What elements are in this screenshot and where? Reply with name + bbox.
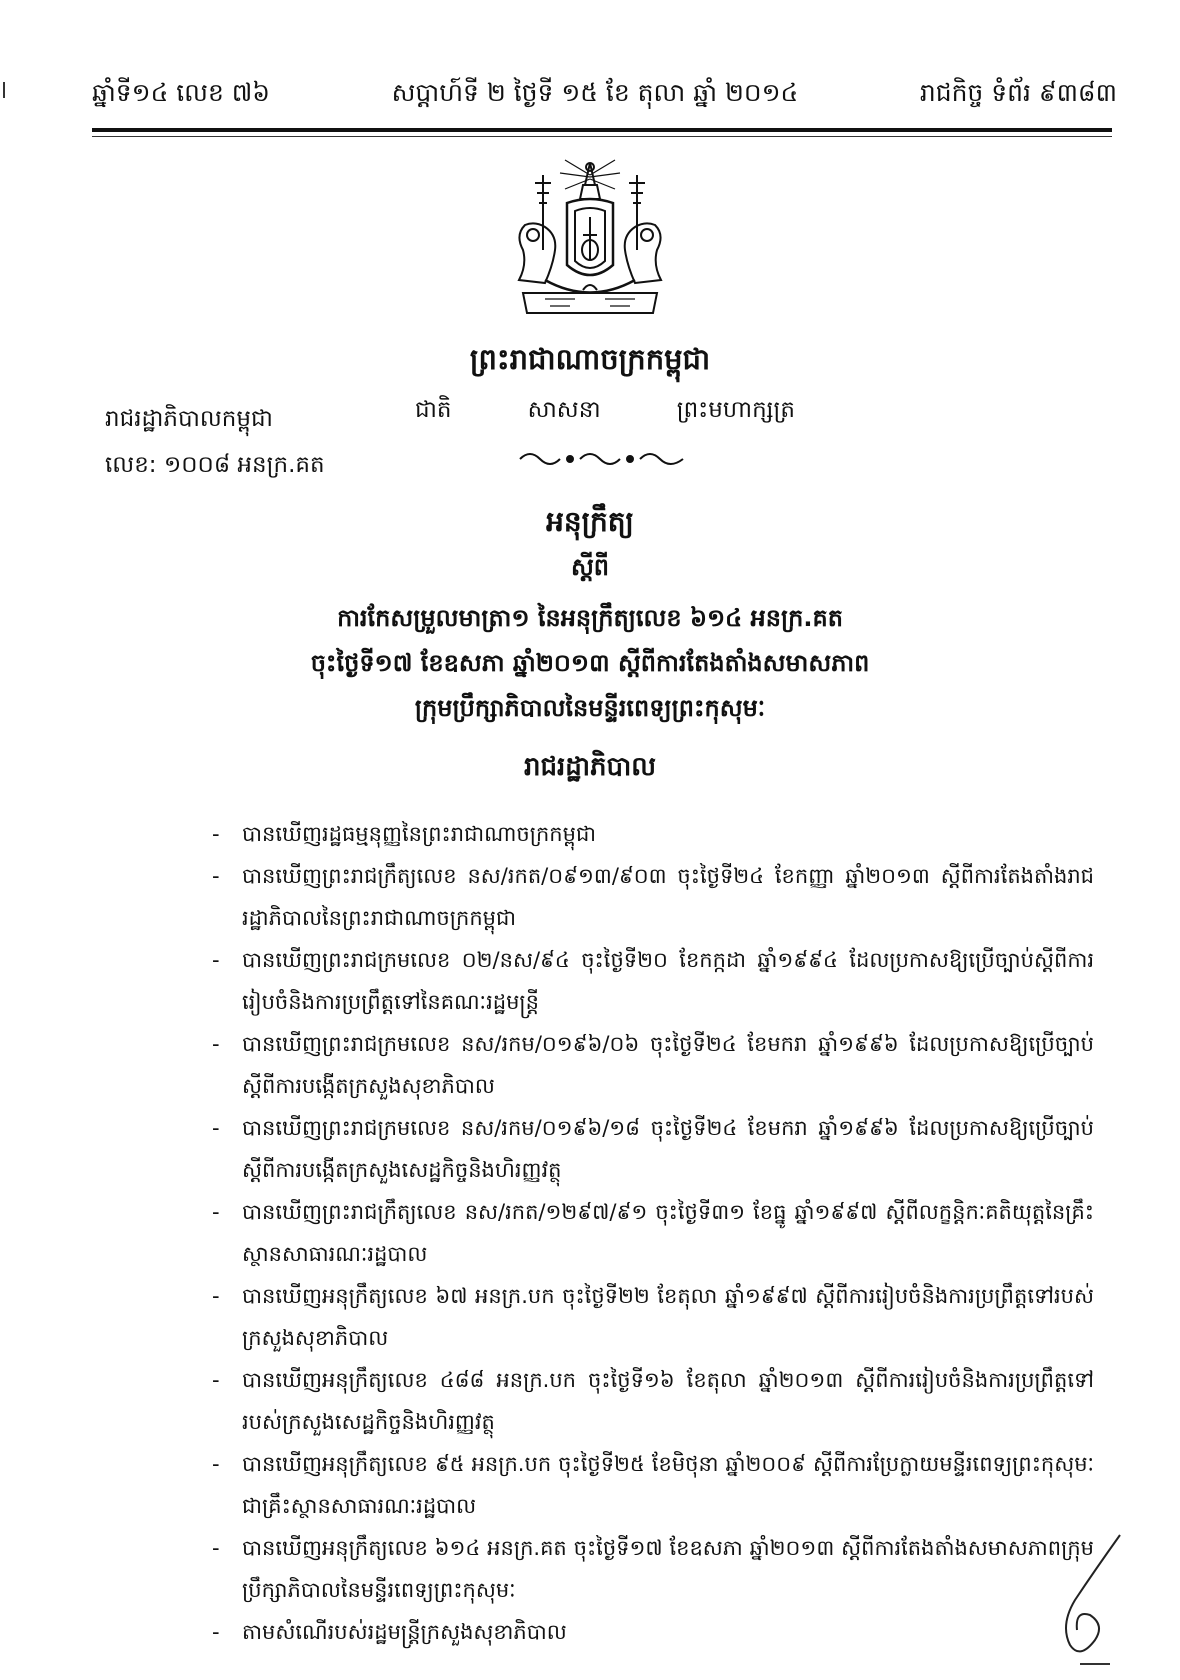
issuer-heading: រាជរដ្ឋាភិបាល: [523, 752, 657, 782]
kingdom-title: ព្រះរាជាណាចក្រកម្ពុជា: [469, 342, 711, 376]
document-type: អនុក្រឹត្យ: [546, 505, 634, 538]
list-item: - បានឃើញព្រះរាជក្រឹត្យលេខ នស/រកត/០៩១៣/៩០៣ ចុះថ្ងៃទី២៤ ខែកញ្ញា ឆ្នាំ២០១៣ ស្តីពីការតែងតាំងរាជរដ្ឋាភិបាលនៃព្រះរាជាណាចក្រកម្ពុជា: [212, 864, 1094, 930]
issuer-left: រាជរដ្ឋាភិបាលកម្ពុជា: [105, 406, 273, 432]
royal-coat-of-arms-icon: [505, 155, 675, 330]
list-item: - តាមសំណើរបស់រដ្ឋមន្ត្រីក្រសួងសុខាភិបាល: [212, 1620, 567, 1644]
list-item: - បានឃើញអនុក្រឹត្យលេខ ៦៧ អនក្រ.បក ចុះថ្ងៃទី២២ ខែតុលា ឆ្នាំ១៩៩៧ ស្តីពីការរៀបចំនិងការប្រព្រឹត្តទៅរបស់ក្រសួងសុខាភិបាល: [212, 1284, 1094, 1350]
list-item: - បានឃើញព្រះរាជក្រមលេខ នស/រកម/០១៩៦/១៨ ចុះថ្ងៃទី២៤ ខែមករា ឆ្នាំ១៩៩៦ ដែលប្រកាសឱ្យប្រើច្បាប់ស្តីពីការបង្កើតក្រសួងសេដ្ឋកិច្ចនិងហិរញ្ញវត្ថុ: [212, 1116, 1094, 1182]
reference-number: លេខ: ១០០៨ អនក្រ.គត: [105, 452, 325, 478]
motto-religion: សាសនា: [527, 397, 601, 423]
list-item: - បានឃើញអនុក្រឹត្យលេខ ៤៨៨ អនក្រ.បក ចុះថ្ងៃទី១៦ ខែតុលា ឆ្នាំ២០១៣ ស្តីពីការរៀបចំនិងការប្រព្រឹត្តទៅរបស់ក្រសួងសេដ្ឋកិច្ចនិងហិរញ្ញវត្ថុ: [212, 1368, 1094, 1434]
handwritten-mark-icon: [1055, 1530, 1125, 1670]
header-rule-thin: [92, 136, 1112, 137]
considerations-list: [212, 813, 1094, 1653]
subject-line: ក្រុមប្រឹក្សាភិបាលនៃមន្ទីរពេទ្យព្រះកុសុមៈ: [414, 694, 766, 722]
motto-ornament-icon: [515, 445, 690, 471]
list-item: - បានឃើញព្រះរាជក្រឹត្យលេខ នស/រកត/១២៩៧/៩១ ចុះថ្ងៃទី៣១ ខែធ្នូ ឆ្នាំ១៩៩៧ ស្តីពីលក្ខន្តិកៈគតិយុត្តនៃគ្រឹះស្ថានសាធារណៈរដ្ឋបាល: [212, 1200, 1094, 1266]
gazette-header: [92, 78, 1117, 114]
list-item: - បានឃើញអនុក្រឹត្យលេខ ៦១៤ អនក្រ.គត ចុះថ្ងៃទី១៧ ខែឧសភា ឆ្នាំ២០១៣ ស្តីពីការតែងតាំងសមាសភាពក្រុមប្រឹក្សាភិបាលនៃមន្ទីរពេទ្យព្រះកុសុមៈ: [212, 1536, 1094, 1602]
list-item: - បានឃើញរដ្ឋធម្មនុញ្ញនៃព្រះរាជាណាចក្រកម្ពុជា: [212, 822, 596, 846]
issuer-block: [105, 396, 325, 488]
header-rule-thick: [92, 128, 1112, 132]
list-item: - បានឃើញព្រះរាជក្រមលេខ ០២/នស/៩៤ ចុះថ្ងៃទី២០ ខែកក្កដា ឆ្នាំ១៩៩៤ ដែលប្រកាសឱ្យប្រើច្បាប់ស្តីពីការរៀបចំនិងការប្រព្រឹត្តទៅនៃគណៈរដ្ឋមន្ត្រី: [212, 948, 1094, 1014]
motto: [415, 396, 795, 429]
document-about: ស្តីពី: [570, 553, 610, 581]
gazette-week-date: សប្តាហ៍ទី ២ ថ្ងៃទី ១៥ ខែ តុលា ឆ្នាំ ២០១៤: [391, 78, 799, 107]
motto-king: ព្រះមហាក្សត្រ: [676, 397, 795, 423]
list-item: - បានឃើញអនុក្រឹត្យលេខ ៩៥ អនក្រ.បក ចុះថ្ងៃទី២៥ ខែមិថុនា ឆ្នាំ២០០៩ ស្តីពីការប្រែក្លាយមន្ទីរពេទ្យព្រះកុសុមៈ ជាគ្រឹះស្ថានសាធារណៈរដ្ឋបាល: [212, 1452, 1094, 1518]
list-item: - បានឃើញព្រះរាជក្រមលេខ នស/រកម/០១៩៦/០៦ ចុះថ្ងៃទី២៤ ខែមករា ឆ្នាំ១៩៩៦ ដែលប្រកាសឱ្យប្រើច្បាប់ស្តីពីការបង្កើតក្រសួងសុខាភិបាល: [212, 1032, 1094, 1098]
subject-line: ចុះថ្ងៃទី១៧ ខែឧសភា ឆ្នាំ២០១៣ ស្តីពីការតែងតាំងសមាសភាព: [310, 649, 870, 677]
motto-nation: ជាតិ: [415, 397, 452, 423]
gazette-year-issue: ឆ្នាំទី១៤ លេខ ៧៦: [92, 78, 271, 107]
document-subject: [0, 596, 1180, 731]
subject-line: ការកែសម្រួលមាត្រា១ នៃអនុក្រឹត្យលេខ ៦១៤ អនក្រ.គត: [337, 604, 843, 632]
gazette-page-label: រាជកិច្ច ទំព័រ ៩៣៨៣: [919, 78, 1117, 107]
